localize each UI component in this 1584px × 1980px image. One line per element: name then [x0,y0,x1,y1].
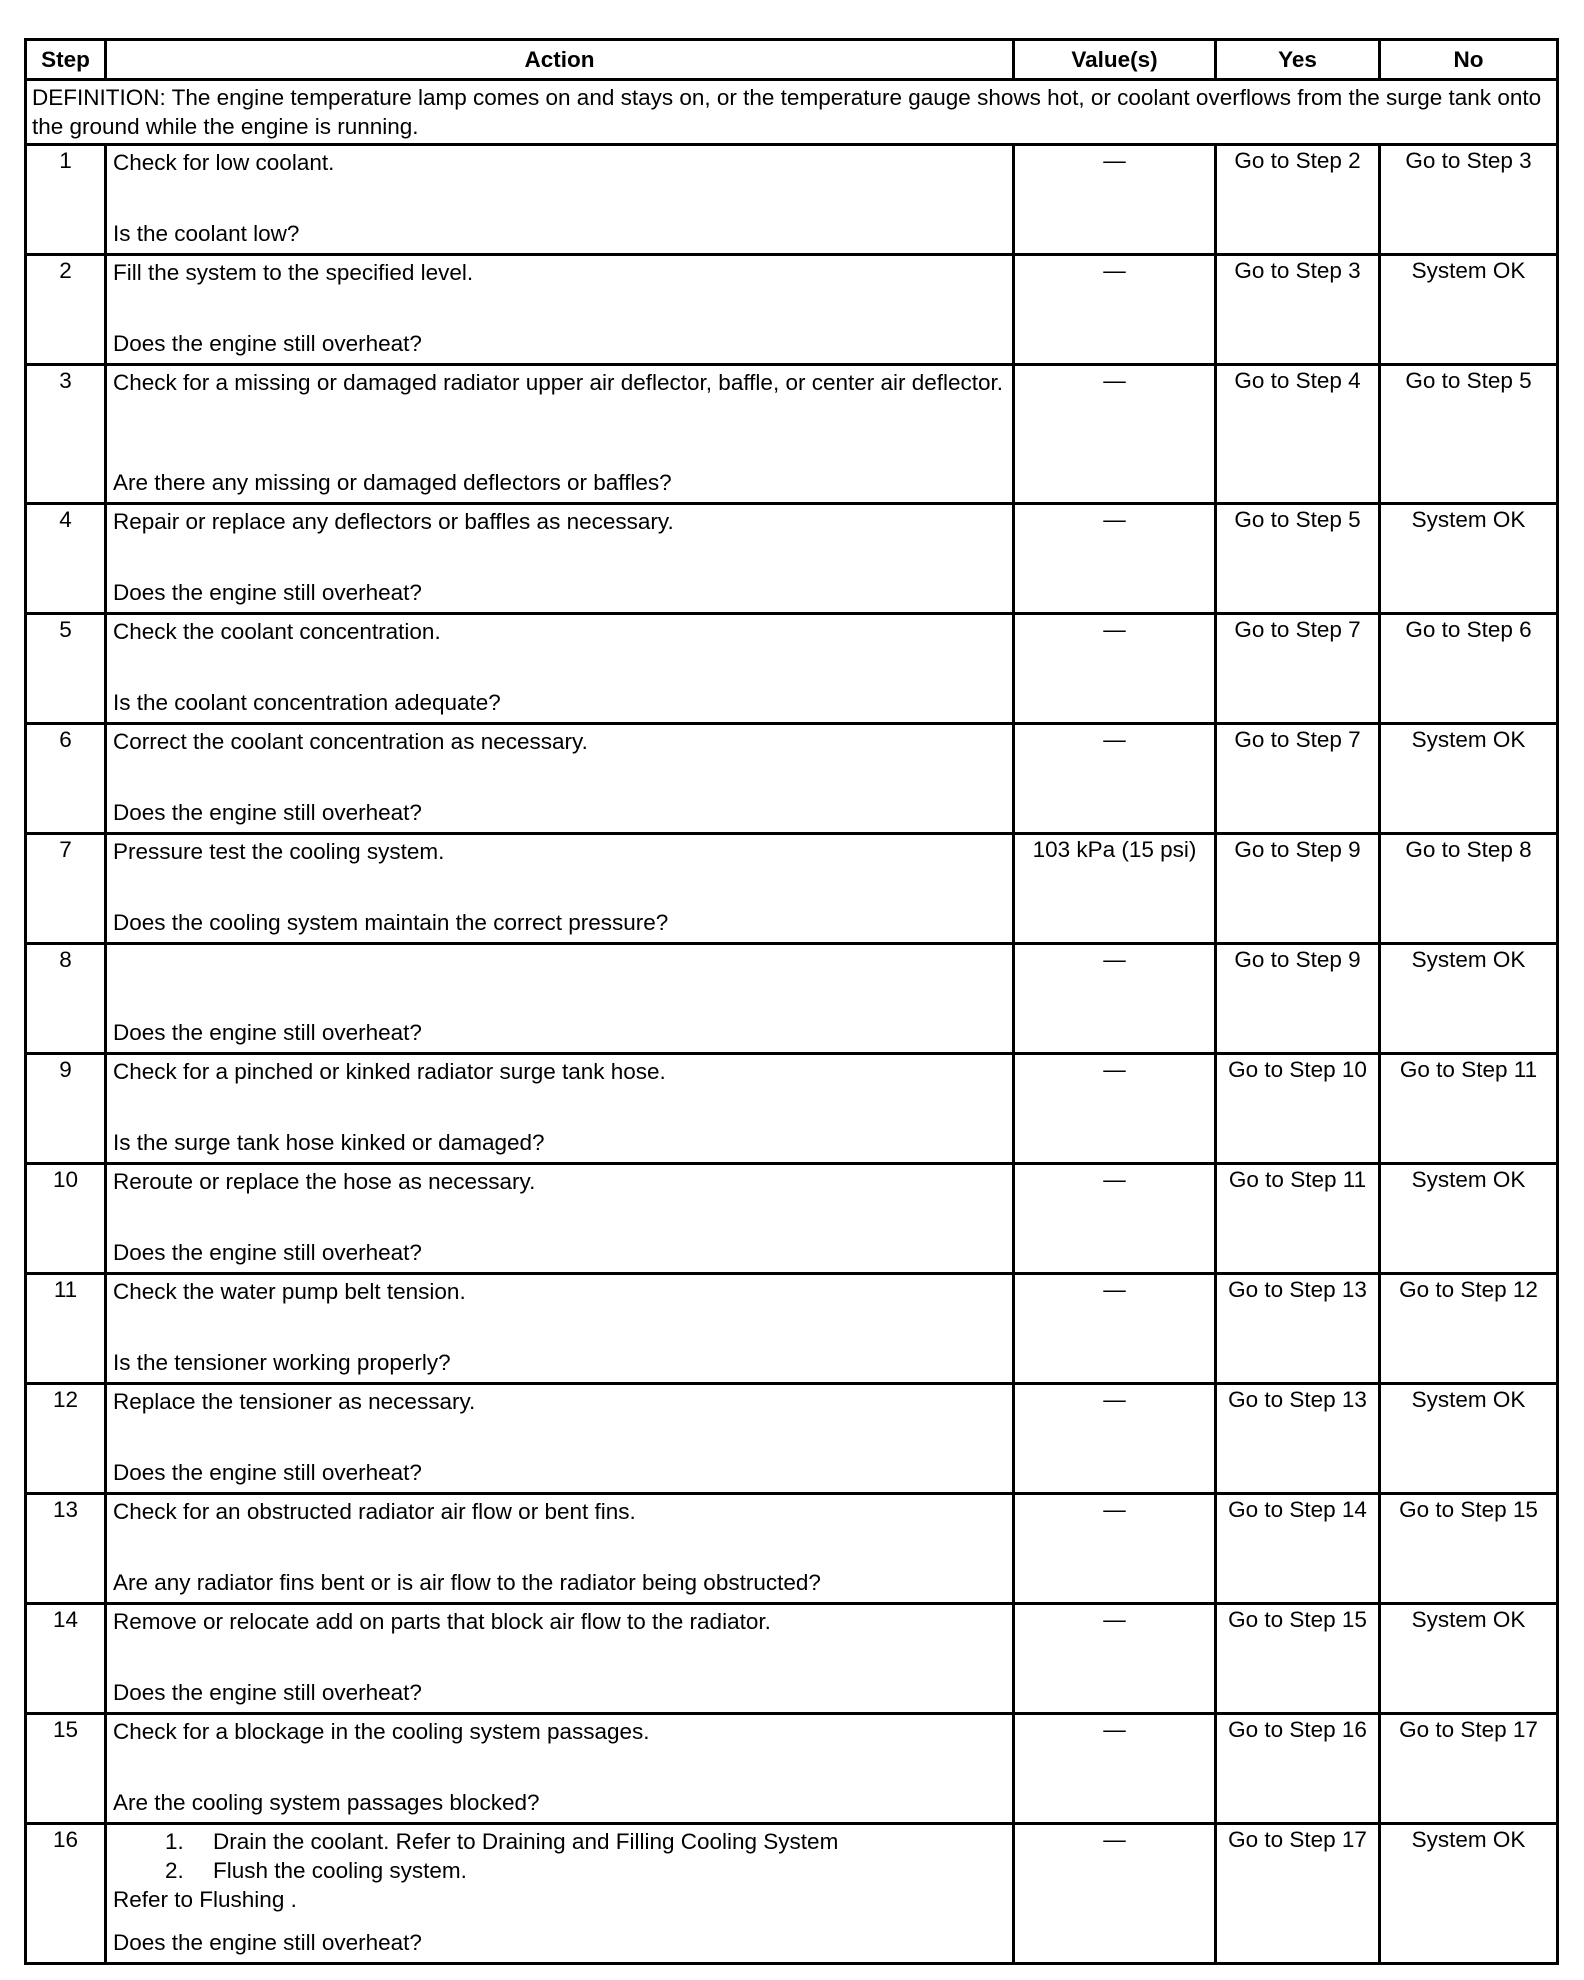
table-row [26,724,1558,834]
yes-cell: Go to Step 3 [1216,255,1380,365]
no-cell: Go to Step 8 [1380,834,1558,944]
step-number: 14 [26,1604,106,1714]
action-instruction: Pressure test the cooling system. [113,839,445,864]
action-question: Does the engine still overheat? [113,1930,422,1955]
action-cell [106,145,1014,255]
value-cell: — [1014,1274,1216,1384]
value-cell: — [1014,504,1216,614]
sub-step-2 [113,1856,1006,1885]
action-question: Does the engine still overheat? [113,1020,422,1045]
action-question: Are the cooling system passages blocked? [113,1790,540,1815]
sub-steps [113,1827,1006,1914]
action-instruction: Check for an obstructed radiator air flow or bent fins. [113,1499,636,1524]
action-instruction: Remove or relocate add on parts that block air flow to the radiator. [113,1609,771,1634]
action-question: Are there any missing or damaged deflectors or baffles? [113,470,672,495]
sub-step-text: Flush the cooling system. [213,1858,467,1883]
table-row [26,1824,1558,1964]
no-cell: Go to Step 5 [1380,365,1558,504]
step-number: 6 [26,724,106,834]
action-cell [106,1604,1014,1714]
action-cell [106,834,1014,944]
no-cell: System OK [1380,724,1558,834]
action-cell [106,614,1014,724]
action-question: Does the engine still overheat? [113,580,422,605]
action-instruction: Check the coolant concentration. [113,619,441,644]
table-row [26,1164,1558,1274]
action-question: Does the cooling system maintain the correct pressure? [113,910,669,935]
value-cell: — [1014,724,1216,834]
no-cell: System OK [1380,255,1558,365]
no-cell: Go to Step 6 [1380,614,1558,724]
table-row [26,1384,1558,1494]
action-instruction: Check for a blockage in the cooling system passages. [113,1719,650,1744]
action-instruction: Check for low coolant. [113,150,335,175]
step-number: 7 [26,834,106,944]
action-question: Is the coolant low? [113,221,300,246]
action-cell [106,255,1014,365]
value-cell: — [1014,1494,1216,1604]
action-question: Does the engine still overheat? [113,1240,422,1265]
no-cell: System OK [1380,1164,1558,1274]
yes-cell: Go to Step 15 [1216,1604,1380,1714]
sub-step-text: Drain the coolant. Refer to Draining and Filling Cooling System [213,1829,839,1854]
yes-cell: Go to Step 5 [1216,504,1380,614]
header-no: No [1380,40,1558,80]
value-cell: — [1014,1054,1216,1164]
no-cell: System OK [1380,944,1558,1054]
table-row [26,1604,1558,1714]
action-cell [106,944,1014,1054]
action-question: Is the surge tank hose kinked or damaged? [113,1130,545,1155]
action-question: Does the engine still overheat? [113,800,422,825]
step-number: 4 [26,504,106,614]
step-number: 8 [26,944,106,1054]
action-instruction: Repair or replace any deflectors or baffles as necessary. [113,509,674,534]
value-cell: — [1014,255,1216,365]
step-number: 10 [26,1164,106,1274]
no-cell: Go to Step 11 [1380,1054,1558,1164]
value-cell: — [1014,1714,1216,1824]
header-row [26,40,1558,80]
action-instruction: Check for a missing or damaged radiator upper air deflector, baffle, or center air deflector. [113,370,1004,395]
action-cell [106,365,1014,504]
no-cell: System OK [1380,1604,1558,1714]
action-instruction: Correct the coolant concentration as necessary. [113,729,588,754]
value-cell: — [1014,1164,1216,1274]
header-action: Action [106,40,1014,80]
action-cell [106,1494,1014,1604]
no-cell: System OK [1380,1824,1558,1964]
table-row [26,255,1558,365]
action-cell [106,1384,1014,1494]
no-cell: Go to Step 3 [1380,145,1558,255]
yes-cell: Go to Step 13 [1216,1384,1380,1494]
step-number: 3 [26,365,106,504]
sub-step-1 [113,1827,1006,1856]
yes-cell: Go to Step 7 [1216,724,1380,834]
value-cell: — [1014,1384,1216,1494]
diagnostic-table [24,38,1559,1965]
action-cell [106,1714,1014,1824]
no-cell: System OK [1380,1384,1558,1494]
action-cell [106,1274,1014,1384]
no-cell: Go to Step 12 [1380,1274,1558,1384]
table-row [26,504,1558,614]
table-row [26,614,1558,724]
table-row [26,834,1558,944]
action-cell [106,724,1014,834]
yes-cell: Go to Step 9 [1216,944,1380,1054]
action-question: Does the engine still overheat? [113,1460,422,1485]
action-instruction: Check for a pinched or kinked radiator surge tank hose. [113,1059,666,1084]
step-number: 1 [26,145,106,255]
step-number: 16 [26,1824,106,1964]
value-cell: — [1014,944,1216,1054]
yes-cell: Go to Step 7 [1216,614,1380,724]
step-number: 13 [26,1494,106,1604]
value-cell: — [1014,1604,1216,1714]
action-instruction: Reroute or replace the hose as necessary. [113,1169,536,1194]
table-row [26,1054,1558,1164]
step-number: 5 [26,614,106,724]
yes-cell: Go to Step 2 [1216,145,1380,255]
no-cell: Go to Step 17 [1380,1714,1558,1824]
sub-step-number: 2. [165,1858,184,1883]
action-cell [106,1164,1014,1274]
table-row [26,944,1558,1054]
table-row [26,145,1558,255]
yes-cell: Go to Step 17 [1216,1824,1380,1964]
action-question: Does the engine still overheat? [113,1680,422,1705]
yes-cell: Go to Step 13 [1216,1274,1380,1384]
action-question: Is the tensioner working properly? [113,1350,451,1375]
no-cell: Go to Step 15 [1380,1494,1558,1604]
value-cell: — [1014,145,1216,255]
step-number: 2 [26,255,106,365]
yes-cell: Go to Step 9 [1216,834,1380,944]
action-question: Does the engine still overheat? [113,331,422,356]
definition-row [26,80,1558,145]
value-cell: 103 kPa (15 psi) [1014,834,1216,944]
action-instruction: Check the water pump belt tension. [113,1279,466,1304]
header-yes: Yes [1216,40,1380,80]
action-question: Is the coolant concentration adequate? [113,690,501,715]
yes-cell: Go to Step 14 [1216,1494,1380,1604]
no-cell: System OK [1380,504,1558,614]
action-cell [106,1054,1014,1164]
action-cell [106,504,1014,614]
action-instruction: Replace the tensioner as necessary. [113,1389,476,1414]
definition-text: DEFINITION: The engine temperature lamp comes on and stays on, or the temperature gauge shows hot, or coolant overflows from the surge tank onto the ground while the engine is running. [26,80,1558,145]
sub-step-number: 1. [165,1829,184,1854]
yes-cell: Go to Step 11 [1216,1164,1380,1274]
value-cell: — [1014,365,1216,504]
action-cell [106,1824,1014,1964]
header-step: Step [26,40,106,80]
table-row [26,365,1558,504]
table-row [26,1274,1558,1384]
table-row [26,1714,1558,1824]
step-number: 11 [26,1274,106,1384]
yes-cell: Go to Step 4 [1216,365,1380,504]
action-instruction: Fill the system to the specified level. [113,260,474,285]
yes-cell: Go to Step 10 [1216,1054,1380,1164]
yes-cell: Go to Step 16 [1216,1714,1380,1824]
value-cell: — [1014,614,1216,724]
step-number: 15 [26,1714,106,1824]
step-number: 12 [26,1384,106,1494]
header-values: Value(s) [1014,40,1216,80]
action-question: Are any radiator fins bent or is air flow to the radiator being obstructed? [113,1570,821,1595]
table-row [26,1494,1558,1604]
step-number: 9 [26,1054,106,1164]
sub-step-note: Refer to Flushing . [113,1887,297,1912]
value-cell: — [1014,1824,1216,1964]
